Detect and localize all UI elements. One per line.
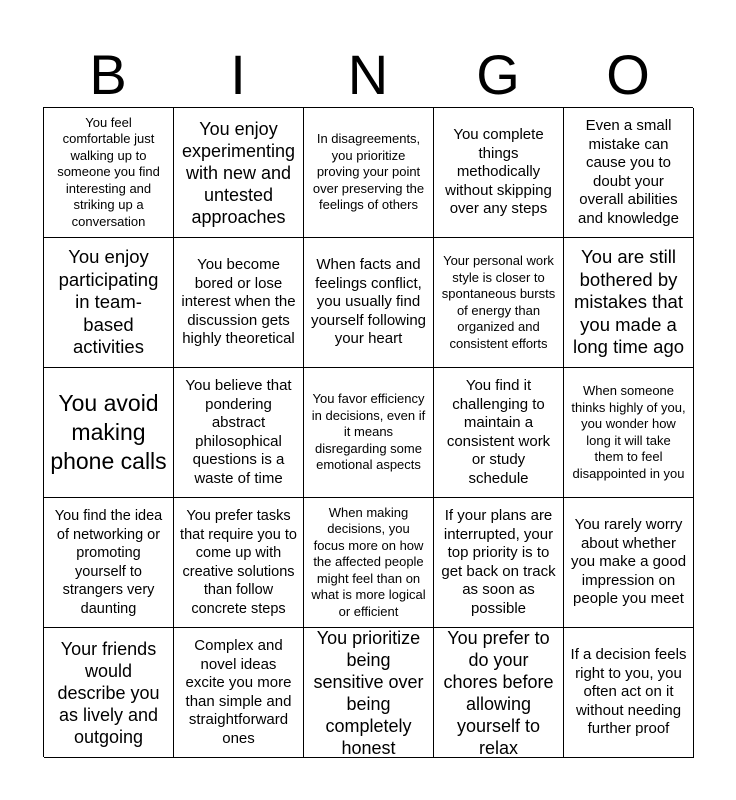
bingo-cell[interactable] xyxy=(174,108,304,238)
bingo-cell[interactable] xyxy=(564,368,694,498)
bingo-cell-text: Your friends would describe you as lively and outgoing xyxy=(57,638,160,747)
bingo-cell-text: You complete things methodically without skipping over any steps xyxy=(445,126,552,218)
bingo-cell[interactable] xyxy=(564,498,694,628)
bingo-cell-text: You become bored or lose interest when the discussion gets highly theoretical xyxy=(181,256,296,348)
bingo-cell[interactable] xyxy=(304,108,434,238)
header-letter-n: N xyxy=(347,43,389,106)
bingo-cell-text: When someone thinks highly of you, you wonder how long it will take them to feel disappointed in you xyxy=(571,383,686,481)
header-letter-g: G xyxy=(476,43,520,106)
bingo-cell[interactable] xyxy=(434,368,564,498)
bingo-cell-text: You find the idea of networking or promoting yourself to strangers very daunting xyxy=(54,508,163,617)
bingo-cell-text: You prioritize being sensitive over being completely honest xyxy=(313,628,424,758)
bingo-cell[interactable] xyxy=(434,108,564,238)
bingo-cell[interactable] xyxy=(44,498,174,628)
bingo-board xyxy=(43,107,693,757)
bingo-cell[interactable] xyxy=(174,498,304,628)
bingo-cell-text: You rarely worry about whether you make a good impression on people you meet xyxy=(570,516,687,608)
bingo-cell[interactable] xyxy=(304,368,434,498)
bingo-cell-text: When making decisions, you focus more on how the affected people might feel than on what is more logical or efficient xyxy=(311,504,426,619)
bingo-cell-text: Even a small mistake can cause you to doubt your overall abilities and knowledge xyxy=(578,117,679,227)
bingo-header xyxy=(43,44,693,106)
bingo-cell-text: You enjoy experimenting with new and untested approaches xyxy=(181,118,296,227)
bingo-cell[interactable] xyxy=(564,628,694,758)
bingo-cell[interactable] xyxy=(304,628,434,758)
bingo-cell-text: If your plans are interrupted, your top priority is to get back on track as soon as possible xyxy=(441,507,556,617)
bingo-cell-text: You avoid making phone calls xyxy=(50,390,167,474)
bingo-cell-text: Complex and novel ideas excite you more than simple and straightforward ones xyxy=(185,637,292,747)
bingo-cell[interactable] xyxy=(44,238,174,368)
bingo-cell-text: In disagreements, you prioritize proving your point over preserving the feelings of others xyxy=(312,131,425,213)
header-letter-i: I xyxy=(230,43,246,106)
bingo-cell-text: You prefer to do your chores before allowing yourself to relax xyxy=(443,628,554,758)
bingo-cell[interactable] xyxy=(434,238,564,368)
bingo-cell[interactable] xyxy=(44,628,174,758)
bingo-cell[interactable] xyxy=(304,498,434,628)
bingo-cell[interactable] xyxy=(304,238,434,368)
bingo-cell[interactable] xyxy=(174,238,304,368)
bingo-cell[interactable] xyxy=(564,238,694,368)
bingo-cell-text: You feel comfortable just walking up to someone you find interesting and striking up a conversation xyxy=(57,114,160,229)
bingo-cell[interactable] xyxy=(174,628,304,758)
bingo-cell[interactable] xyxy=(44,108,174,238)
bingo-cell[interactable] xyxy=(44,368,174,498)
bingo-cell[interactable] xyxy=(174,368,304,498)
bingo-cell-text: You enjoy participating in team-based activities xyxy=(58,246,159,358)
bingo-cell[interactable] xyxy=(434,498,564,628)
bingo-cell-text: If a decision feels right to you, you often act on it without needing further proof xyxy=(570,646,687,738)
bingo-cell[interactable] xyxy=(434,628,564,758)
bingo-cell-text: Your personal work style is closer to spontaneous bursts of energy than organized and consistent efforts xyxy=(441,253,556,351)
bingo-cell-text: You favor efficiency in decisions, even if it means disregarding some emotional aspects xyxy=(311,391,426,473)
header-letter-b: B xyxy=(89,43,127,106)
bingo-cell-text: You are still bothered by mistakes that you made a long time ago xyxy=(572,246,685,358)
bingo-cell-text: You believe that pondering abstract philosophical questions is a waste of time xyxy=(185,377,292,487)
bingo-cell-text: You find it challenging to maintain a consistent work or study schedule xyxy=(446,377,551,487)
bingo-cell[interactable] xyxy=(564,108,694,238)
bingo-cell-text: When facts and feelings conflict, you usually find yourself following your heart xyxy=(310,256,427,348)
bingo-cell-text: You prefer tasks that require you to come up with creative solutions than follow concrete steps xyxy=(180,508,297,617)
header-letter-o: O xyxy=(606,43,650,106)
